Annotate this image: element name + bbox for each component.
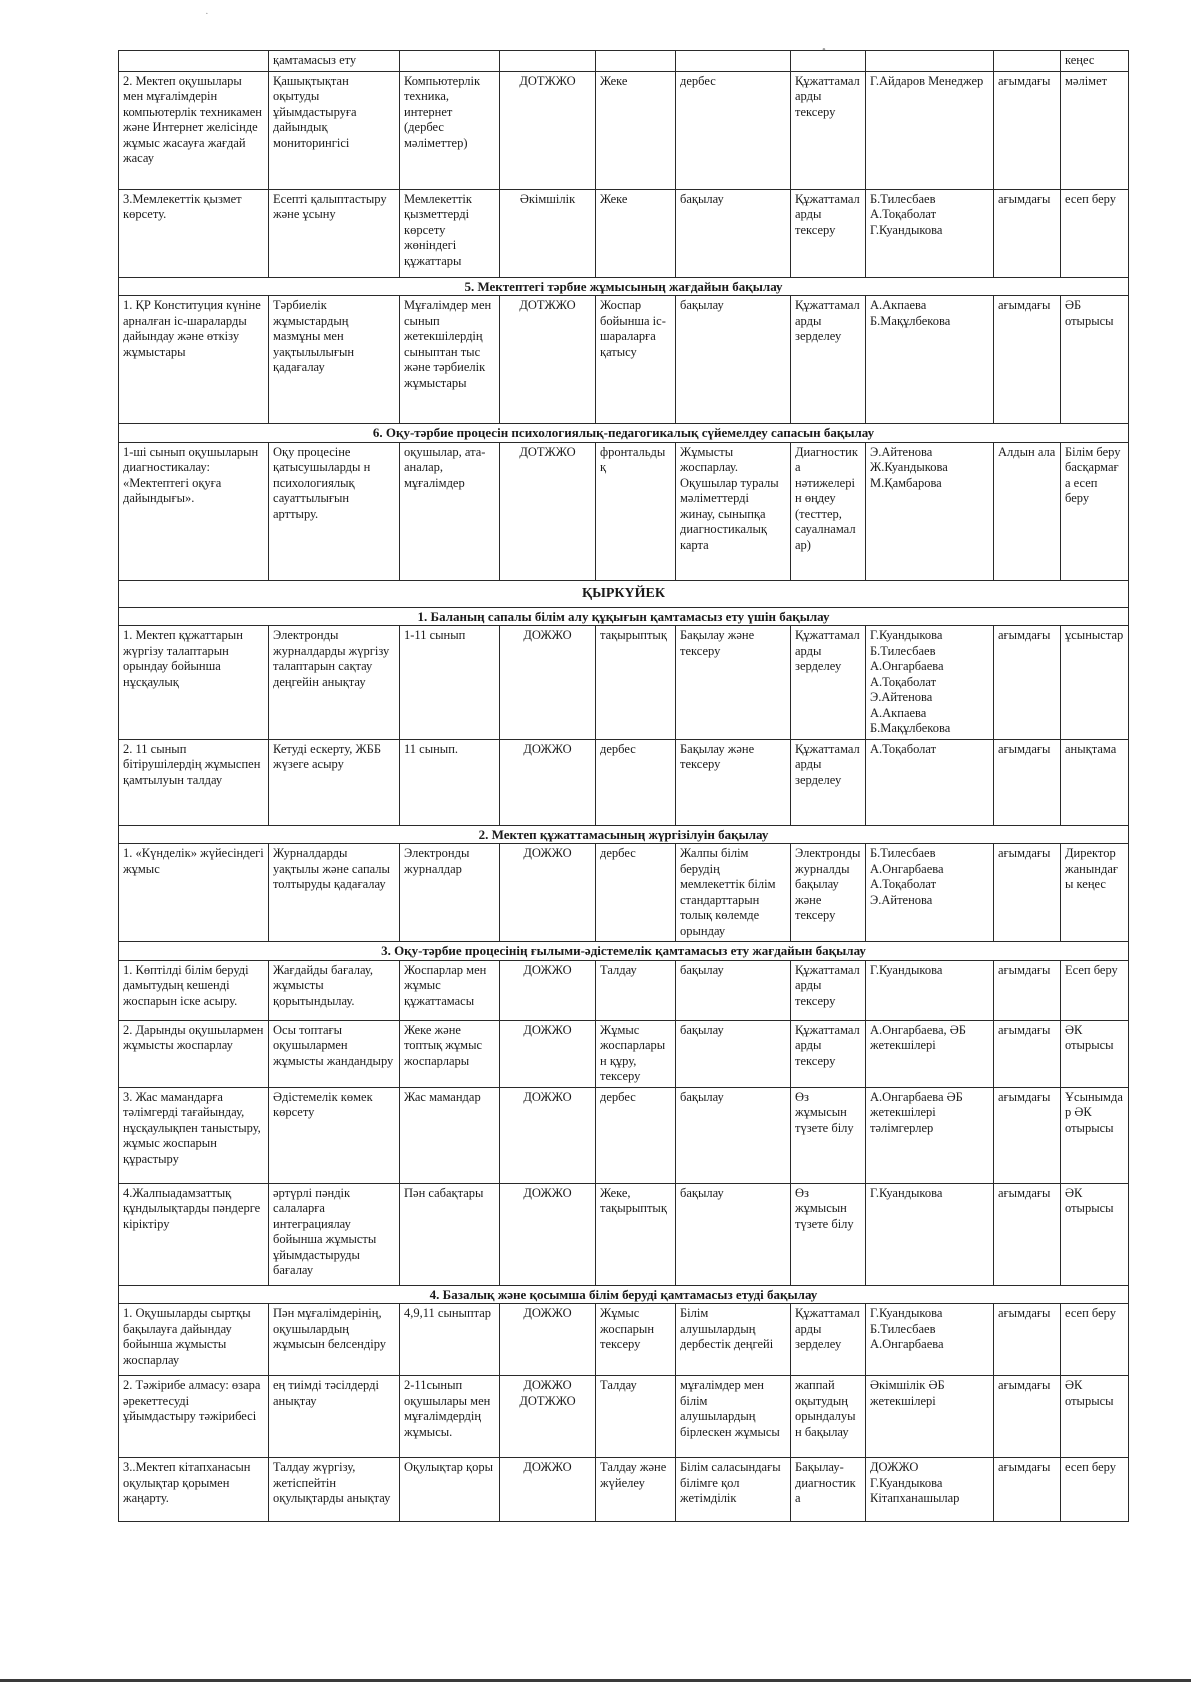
- table-cell-c9: ағымдағы: [994, 739, 1061, 825]
- table-cell-c2: Есепті қалыптастыру және ұсыну: [269, 189, 400, 277]
- table-cell-c10: ӘБ отырысы: [1061, 296, 1129, 424]
- section-title: 4. Базалық және қосымша білім беруді қамтамасыз етуді бақылау: [119, 1285, 1129, 1304]
- table-cell-c8: Г.Айдаров Менеджер: [866, 71, 994, 189]
- table-cell-c10: ӘК отырысы: [1061, 1183, 1129, 1285]
- table-row: [119, 844, 1129, 942]
- table-cell-c2: Осы топтағы оқушылармен жұмысты жандандыру: [269, 1020, 400, 1087]
- table-cell-c1: 1. Оқушыларды сыртқы бақылауға дайындау бойынша жұмысты жоспарлау: [119, 1304, 269, 1376]
- table-cell-c1: 4.Жалпыадамзаттық құндылықтарды пәндерге кіріктіру: [119, 1183, 269, 1285]
- table-cell-c1: 3.Мемлекеттік қызмет көрсету.: [119, 189, 269, 277]
- table-cell-c9: ағымдағы: [994, 844, 1061, 942]
- table-cell-c2: Журналдарды уақтылы және сапалы толтыруды қадағалау: [269, 844, 400, 942]
- table-cell-c7: Құжаттамаларды тексеру: [791, 189, 866, 277]
- table-cell-c5: фронтальдық: [596, 442, 676, 580]
- table-cell-c4: ДОЖЖО: [500, 739, 596, 825]
- table-cell-c9: ағымдағы: [994, 1458, 1061, 1522]
- table-cell-c5: Жоспар бойынша іс-шараларға қатысу: [596, 296, 676, 424]
- table-row: [119, 739, 1129, 825]
- table-cell-c3: Электронды журналдар: [400, 844, 500, 942]
- table-cell-c1: 2. Дарынды оқушылармен жұмысты жоспарлау: [119, 1020, 269, 1087]
- table-cell-c1: 1-ші сынып оқушыларын диагностикалау: «Мектептегі оқуға дайындығы».: [119, 442, 269, 580]
- table-cell-c1: 3. Жас мамандарға тәлімгерді тағайындау, нұсқаулықпен таныстыру, жұмыс жоспарын құрастыру: [119, 1087, 269, 1183]
- table-cell-c8: Б.Тилесбаев А.Онгарбаева А.Тоқаболат Э.Айтенова: [866, 844, 994, 942]
- table-cell-c2: Оқу процесіне қатысушыларды н психологиялық сауаттылығын арттыру.: [269, 442, 400, 580]
- table-cell-c7: Бақылау-диагностика: [791, 1458, 866, 1522]
- table-cell-c2: қамтамасыз ету: [269, 51, 400, 72]
- table-cell-c4: ДОТЖЖО: [500, 296, 596, 424]
- table-row: [119, 296, 1129, 424]
- table-row: [119, 626, 1129, 740]
- table-cell-c7: Диагностика нәтижелерін өңдеу (тесттер, сауалнамалар): [791, 442, 866, 580]
- table-cell-c5: дербес: [596, 739, 676, 825]
- table-cell-c2: Әдістемелік көмек көрсету: [269, 1087, 400, 1183]
- table-cell-c10: ӘК отырысы: [1061, 1376, 1129, 1458]
- scan-bottom-edge: [0, 1679, 1191, 1682]
- table-cell-c3: Жас мамандар: [400, 1087, 500, 1183]
- table-cell-c6: Бақылау және тексеру: [676, 626, 791, 740]
- table-cell-c6: Жұмысты жоспарлау. Оқушылар туралы мәліметтерді жинау, сыныпқа диагностикалық карта: [676, 442, 791, 580]
- table-cell-c6: бақылау: [676, 1087, 791, 1183]
- month-title: ҚЫРКҮЙЕК: [119, 580, 1129, 607]
- table-cell-c9: ағымдағы: [994, 296, 1061, 424]
- table-cell-c4: ДОЖЖО: [500, 844, 596, 942]
- scan-mark: •: [822, 44, 826, 56]
- table-cell-c7: Құжаттамаларды зерделеу: [791, 296, 866, 424]
- table-cell-c2: Пән мұғалімдерінің, оқушылардың жұмысын белсендіру: [269, 1304, 400, 1376]
- table-row: [119, 442, 1129, 580]
- table-cell-c6: Жалпы білім берудің мемлекеттік білім стандарттарын толық көлемде орындау: [676, 844, 791, 942]
- table-cell-c3: Мұғалімдер мен сынып жетекшілердің сыныптан тыс және тәрбиелік жұмыстары: [400, 296, 500, 424]
- table-cell-c3: 1-11 сынып: [400, 626, 500, 740]
- table-cell-c10: ұсыныстар: [1061, 626, 1129, 740]
- table-cell-c10: Ұсынымдар ӘК отырысы: [1061, 1087, 1129, 1183]
- table-cell-c6: Білім алушылардың дербестік деңгейі: [676, 1304, 791, 1376]
- table-cell-c5: дербес: [596, 844, 676, 942]
- table-cell-c5: Талдау: [596, 960, 676, 1020]
- table-row: [119, 1458, 1129, 1522]
- table-cell-c7: жаппай оқытудың орындалуын бақылау: [791, 1376, 866, 1458]
- table-cell-c8: Г.Куандыкова: [866, 1183, 994, 1285]
- table-cell-c7: Құжаттамаларды зерделеу: [791, 626, 866, 740]
- table-cell-c10: Директор жанындағы кеңес: [1061, 844, 1129, 942]
- table-cell-c6: мұғалімдер мен білім алушылардың бірлескен жұмысы: [676, 1376, 791, 1458]
- table-cell-c2: Кетуді ескерту, ЖББ жүзеге асыру: [269, 739, 400, 825]
- section-title: 5. Мектептегі тәрбие жұмысының жағдайын бақылау: [119, 277, 1129, 296]
- table-cell-c2: Электронды журналдарды жүргізу талаптарын сақтау деңгейін анықтау: [269, 626, 400, 740]
- section-title: 2. Мектеп құжаттамасының жүргізілуін бақылау: [119, 825, 1129, 844]
- table-cell-c6: [676, 51, 791, 72]
- table-cell-c1: 1. Мектеп құжаттарын жүргізу талаптарын орындау бойынша нұсқаулық: [119, 626, 269, 740]
- table-row: [119, 189, 1129, 277]
- table-cell-c3: 4,9,11 сыныптар: [400, 1304, 500, 1376]
- table-cell-c3: оқушылар, ата-аналар, мұғалімдер: [400, 442, 500, 580]
- table-cell-c9: ағымдағы: [994, 71, 1061, 189]
- table-cell-c4: ДОЖЖО: [500, 960, 596, 1020]
- table-cell-c8: А.Тоқаболат: [866, 739, 994, 825]
- table-cell-c5: [596, 51, 676, 72]
- table-row: [119, 1376, 1129, 1458]
- table-cell-c5: Жұмыс жоспарын тексеру: [596, 1304, 676, 1376]
- table-cell-c6: дербес: [676, 71, 791, 189]
- table-cell-c1: 1. ҚР Конституция күніне арналған іс-шараларды дайындау және өткізу жұмыстары: [119, 296, 269, 424]
- table-cell-c5: Талдау: [596, 1376, 676, 1458]
- month-row: [119, 580, 1129, 607]
- table-cell-c6: Бақылау және тексеру: [676, 739, 791, 825]
- table-cell-c3: 11 сынып.: [400, 739, 500, 825]
- table-cell-c1: 2. Тәжірибе алмасу: өзара әрекеттесуді ұйымдастыру тәжірибесі: [119, 1376, 269, 1458]
- table-row: [119, 1183, 1129, 1285]
- table-cell-c5: Талдау және жүйелеу: [596, 1458, 676, 1522]
- table-cell-c9: [994, 51, 1061, 72]
- table-cell-c10: есеп беру: [1061, 189, 1129, 277]
- table-cell-c9: ағымдағы: [994, 1376, 1061, 1458]
- table-cell-c10: есеп беру: [1061, 1458, 1129, 1522]
- table-cell-c4: [500, 51, 596, 72]
- table-cell-c7: Құжаттамаларды зерделеу: [791, 1304, 866, 1376]
- table-cell-c10: ӘК отырысы: [1061, 1020, 1129, 1087]
- section-header-row: [119, 942, 1129, 961]
- table-cell-c9: ағымдағы: [994, 626, 1061, 740]
- table-cell-c9: Алдын ала: [994, 442, 1061, 580]
- table-cell-c7: Электронды журналды бақылау және тексеру: [791, 844, 866, 942]
- table-row: [119, 51, 1129, 72]
- table-cell-c6: бақылау: [676, 960, 791, 1020]
- section-title: 1. Баланың сапалы білім алу құқығын қамтамасыз ету үшін бақылау: [119, 607, 1129, 626]
- table-cell-c8: Э.Айтенова Ж.Куандыкова М.Қамбарова: [866, 442, 994, 580]
- table-cell-c1: 2. 11 сынып бітірушілердің жұмыспен қамтылуын талдау: [119, 739, 269, 825]
- table-cell-c7: Құжаттамаларды тексеру: [791, 1020, 866, 1087]
- table-cell-c8: А.Онгарбаева ӘБ жетекшілері тәлімгерлер: [866, 1087, 994, 1183]
- table-cell-c9: ағымдағы: [994, 1087, 1061, 1183]
- table-cell-c7: Өз жұмысын түзете білу: [791, 1087, 866, 1183]
- table-cell-c10: Білім беру басқармаға есеп беру: [1061, 442, 1129, 580]
- table-cell-c5: Жеке: [596, 71, 676, 189]
- table-cell-c2: әртүрлі пәндік салаларға интеграциялау бойынша жұмысты ұйымдастыруды бағалау: [269, 1183, 400, 1285]
- table-cell-c3: Оқулықтар қоры: [400, 1458, 500, 1522]
- table-cell-c6: бақылау: [676, 296, 791, 424]
- table-cell-c5: Жұмыс жоспарларын құру, тексеру: [596, 1020, 676, 1087]
- section-header-row: [119, 424, 1129, 443]
- table-cell-c1: 1. «Күнделік» жүйесіндегі жұмыс: [119, 844, 269, 942]
- table-cell-c4: ДОЖЖО: [500, 626, 596, 740]
- section-header-row: [119, 825, 1129, 844]
- plan-table: [118, 50, 1129, 1522]
- table-cell-c5: Жеке: [596, 189, 676, 277]
- table-cell-c5: дербес: [596, 1087, 676, 1183]
- table-row: [119, 1020, 1129, 1087]
- table-cell-c7: Құжаттамаларды зерделеу: [791, 739, 866, 825]
- table-cell-c9: ағымдағы: [994, 189, 1061, 277]
- table-cell-c10: есеп беру: [1061, 1304, 1129, 1376]
- table-cell-c4: ДОЖЖО: [500, 1304, 596, 1376]
- table-cell-c6: бақылау: [676, 1183, 791, 1285]
- table-cell-c4: ДОЖЖО ДОТЖЖО: [500, 1376, 596, 1458]
- table-cell-c1: 1. Көптілді білім беруді дамытудың кешенді жоспарын іске асыру.: [119, 960, 269, 1020]
- table-cell-c10: кеңес: [1061, 51, 1129, 72]
- table-cell-c2: Қашықтықтан оқытуды ұйымдастыруға дайындық мониторингісі: [269, 71, 400, 189]
- table-cell-c2: ең тиімді тәсілдерді анықтау: [269, 1376, 400, 1458]
- table-cell-c1: [119, 51, 269, 72]
- section-title: 6. Оқу-тәрбие процесін психологиялық-педагогикалық сүйемелдеу сапасын бақылау: [119, 424, 1129, 443]
- table-cell-c8: Әкімшілік ӘБ жетекшілері: [866, 1376, 994, 1458]
- table-cell-c5: тақырыптық: [596, 626, 676, 740]
- table-cell-c4: ДОЖЖО: [500, 1183, 596, 1285]
- table-cell-c7: Құжаттамаларды тексеру: [791, 960, 866, 1020]
- table-cell-c4: ДОЖЖО: [500, 1020, 596, 1087]
- table-cell-c8: Б.Тилесбаев А.Тоқаболат Г.Куандыкова: [866, 189, 994, 277]
- table-cell-c7: Өз жұмысын түзете білу: [791, 1183, 866, 1285]
- table-cell-c10: мәлімет: [1061, 71, 1129, 189]
- table-cell-c8: Г.Куандыкова Б.Тилесбаев А.Онгарбаева: [866, 1304, 994, 1376]
- section-header-row: [119, 607, 1129, 626]
- table-cell-c2: Талдау жүргізу, жетіспейтін оқулықтарды анықтау: [269, 1458, 400, 1522]
- table-cell-c3: Жеке және топтық жұмыс жоспарлары: [400, 1020, 500, 1087]
- table-cell-c1: 3..Мектеп кітапханасын оқулықтар қорымен жаңарту.: [119, 1458, 269, 1522]
- table-row: [119, 960, 1129, 1020]
- table-cell-c4: ДОЖЖО: [500, 1087, 596, 1183]
- table-cell-c2: Жағдайды бағалау, жұмысты қорытындылау.: [269, 960, 400, 1020]
- table-cell-c9: ағымдағы: [994, 960, 1061, 1020]
- table-row: [119, 1087, 1129, 1183]
- table-cell-c10: анықтама: [1061, 739, 1129, 825]
- table-cell-c3: Компьютерлік техника, интернет (дербес мәліметтер): [400, 71, 500, 189]
- table-cell-c6: Білім саласындағы білімге қол жетімділік: [676, 1458, 791, 1522]
- table-cell-c7: Құжаттамаларды тексеру: [791, 71, 866, 189]
- table-cell-c6: бақылау: [676, 1020, 791, 1087]
- table-cell-c8: А.Онгарбаева, ӘБ жетекшілері: [866, 1020, 994, 1087]
- document-page: [118, 50, 1128, 1522]
- table-cell-c4: Әкімшілік: [500, 189, 596, 277]
- table-cell-c8: А.Акпаева Б.Мақұлбекова: [866, 296, 994, 424]
- section-header-row: [119, 277, 1129, 296]
- table-cell-c4: ДОТЖЖО: [500, 442, 596, 580]
- table-cell-c9: ағымдағы: [994, 1183, 1061, 1285]
- table-cell-c4: ДОЖЖО: [500, 1458, 596, 1522]
- table-cell-c3: Пән сабақтары: [400, 1183, 500, 1285]
- table-cell-c8: ДОЖЖО Г.Куандыкова Кітапханашылар: [866, 1458, 994, 1522]
- table-row: [119, 1304, 1129, 1376]
- table-cell-c3: Жоспарлар мен жұмыс құжаттамасы: [400, 960, 500, 1020]
- table-cell-c10: Есеп беру: [1061, 960, 1129, 1020]
- table-cell-c3: 2-11сынып оқушылары мен мұғалімдердің жұмысы.: [400, 1376, 500, 1458]
- table-cell-c9: ағымдағы: [994, 1304, 1061, 1376]
- table-cell-c8: Г.Куандыкова Б.Тилесбаев А.Онгарбаева А.Тоқаболат Э.Айтенова А.Акпаева Б.Мақұлбекова: [866, 626, 994, 740]
- table-cell-c1: 2. Мектеп оқушылары мен мұғалімдерін компьютерлік техникамен және Интернет желісінде жұмыс жасауға жағдай жасау: [119, 71, 269, 189]
- section-header-row: [119, 1285, 1129, 1304]
- table-cell-c9: ағымдағы: [994, 1020, 1061, 1087]
- plan-table-body: [119, 51, 1129, 1522]
- table-cell-c2: Тәрбиелік жұмыстардың мазмұны мен уақтылылығын қадағалау: [269, 296, 400, 424]
- table-row: [119, 71, 1129, 189]
- table-cell-c4: ДОТЖЖО: [500, 71, 596, 189]
- section-title: 3. Оқу-тәрбие процесінің ғылыми-әдістемелік қамтамасыз ету жағдайын бақылау: [119, 942, 1129, 961]
- table-cell-c7: [791, 51, 866, 72]
- table-cell-c8: Г.Куандыкова: [866, 960, 994, 1020]
- table-cell-c6: бақылау: [676, 189, 791, 277]
- table-cell-c3: Мемлекеттік қызметтерді көрсету жөніндегі құжаттары: [400, 189, 500, 277]
- table-cell-c8: [866, 51, 994, 72]
- table-cell-c3: [400, 51, 500, 72]
- table-cell-c5: Жеке, тақырыптық: [596, 1183, 676, 1285]
- scan-mark: ·: [205, 8, 209, 20]
